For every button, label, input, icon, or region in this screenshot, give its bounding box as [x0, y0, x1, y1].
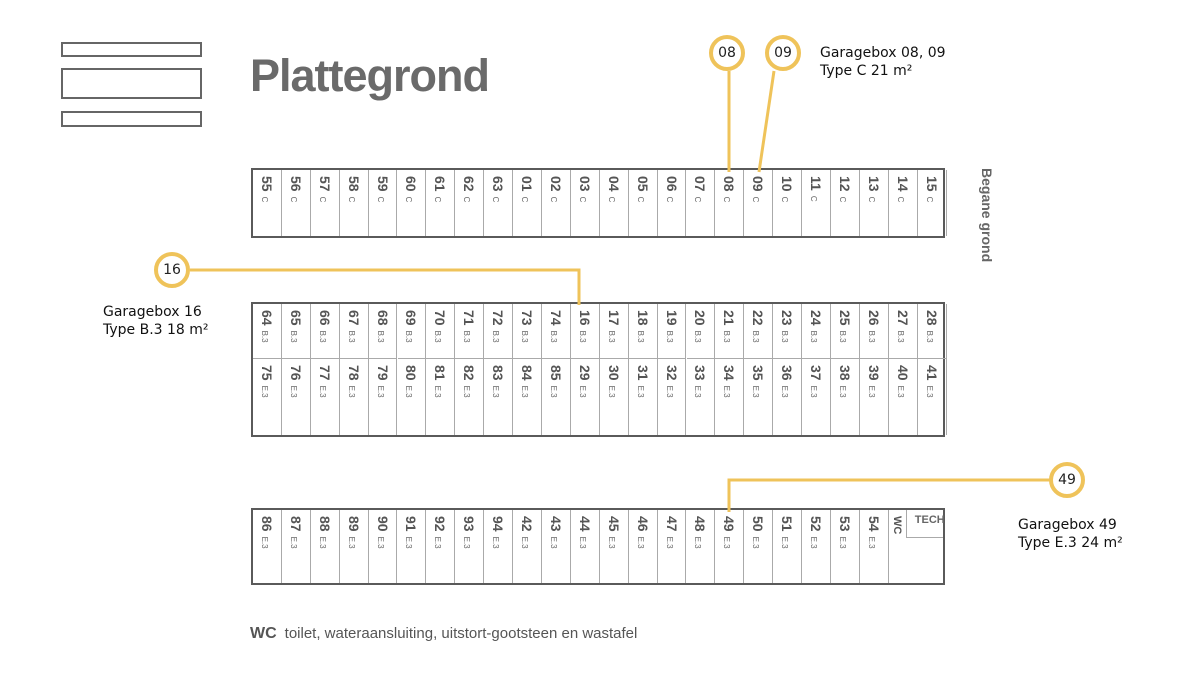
callout-08-09-name: Garagebox 08, 09	[820, 45, 946, 61]
garagebox-type: E.3	[375, 536, 385, 549]
garagebox-type: B.3	[895, 330, 905, 343]
garagebox-type: E.3	[491, 536, 501, 549]
garagebox-type: E.3	[837, 385, 847, 398]
garagebox-number: 13	[865, 176, 882, 192]
garagebox-number: 15	[923, 176, 940, 192]
garagebox-number: 62	[461, 176, 478, 192]
garagebox-number: 57	[316, 176, 333, 192]
garagebox-type: C	[462, 196, 472, 203]
garagebox-number: 56	[287, 176, 304, 192]
garagebox-number: 35	[750, 365, 767, 381]
garagebox-type: E.3	[606, 536, 616, 549]
garagebox-number: 18	[634, 310, 651, 326]
garagebox-number: 87	[287, 516, 304, 532]
garagebox-type: E.3	[462, 385, 472, 398]
garagebox-type: C	[491, 196, 501, 203]
garagebox-number: 37	[808, 365, 825, 381]
garagebox-type: C	[722, 196, 732, 203]
garagebox-type: E.3	[693, 385, 703, 398]
callout-49	[1018, 516, 1123, 552]
garagebox-type: B.3	[577, 330, 587, 343]
garagebox-number: 46	[634, 516, 651, 532]
garagebox-number: 03	[576, 176, 593, 192]
garagebox-number: 45	[605, 516, 622, 532]
garagebox-type: C	[548, 196, 558, 203]
garagebox-number: 77	[316, 365, 333, 381]
callout-49-name: Garagebox 49	[1018, 517, 1117, 533]
garagebox-number: 52	[808, 516, 825, 532]
garagebox-type: B.3	[491, 330, 501, 343]
garagebox-type: E.3	[751, 385, 761, 398]
callout-49-type: Type E.3 24 m²	[1018, 535, 1123, 551]
garagebox-type: E.3	[548, 385, 558, 398]
garagebox-type: E.3	[635, 536, 645, 549]
garagebox-type: E.3	[722, 536, 732, 549]
garagebox-type: E.3	[520, 385, 530, 398]
garagebox-number: 36	[779, 365, 796, 381]
garagebox-number: 29	[576, 365, 593, 381]
garagebox-number: 61	[432, 176, 449, 192]
garagebox-type: C	[606, 196, 616, 203]
leader-line-09	[759, 71, 774, 172]
garagebox-number: 10	[779, 176, 796, 192]
garagebox-type: E.3	[895, 385, 905, 398]
leader-line-16	[190, 270, 579, 305]
garagebox-number: 94	[490, 516, 507, 532]
garagebox-number: 32	[663, 365, 680, 381]
garagebox-number: 27	[894, 310, 911, 326]
marker-08[interactable]: 08	[709, 35, 745, 71]
garagebox-number: 59	[374, 176, 391, 192]
garagebox-number: 14	[894, 176, 911, 192]
garagebox-type: E.3	[577, 385, 587, 398]
garagebox-type: B.3	[317, 330, 327, 343]
garagebox-number: 04	[605, 176, 622, 192]
garagebox-type: B.3	[751, 330, 761, 343]
garagebox-number: 83	[490, 365, 507, 381]
garagebox-type: C	[866, 196, 876, 203]
garagebox-number: 73	[519, 310, 536, 326]
garagebox-type: E.3	[780, 536, 790, 549]
garagebox-type: B.3	[837, 330, 847, 343]
garagebox-type: C	[780, 196, 790, 203]
garagebox-number: 53	[836, 516, 853, 532]
garagebox-number: 41	[923, 365, 940, 381]
garagebox-type: B.3	[288, 330, 298, 343]
garagebox-number: 51	[779, 516, 796, 532]
garagebox-number: 39	[865, 365, 882, 381]
garagebox-type: E.3	[751, 536, 761, 549]
legend-text: toilet, wateraansluiting, uitstort-gootsteen en wastafel	[284, 625, 638, 642]
garagebox-number: 82	[461, 365, 478, 381]
garagebox-number: 54	[865, 516, 882, 532]
callout-16	[103, 303, 209, 339]
garagebox-type: E.3	[317, 385, 327, 398]
garagebox-type: C	[346, 196, 356, 203]
marker-16[interactable]: 16	[154, 252, 190, 288]
garagebox-type: B.3	[780, 330, 790, 343]
garagebox-type: E.3	[866, 536, 876, 549]
garagebox-type: E.3	[288, 385, 298, 398]
garagebox-type: B.3	[635, 330, 645, 343]
garagebox-number: 23	[779, 310, 796, 326]
garagebox-number: 84	[519, 365, 536, 381]
garagebox-number: 80	[403, 365, 420, 381]
garagebox-number: 48	[692, 516, 709, 532]
garagebox-number: 79	[374, 365, 391, 381]
garagebox-type: E.3	[664, 536, 674, 549]
garagebox-type: C	[693, 196, 703, 203]
garagebox-type: C	[751, 196, 761, 203]
garagebox-number: 26	[865, 310, 882, 326]
garagebox-type: C	[577, 196, 587, 203]
garagebox-number: 66	[316, 310, 333, 326]
garagebox-type: E.3	[722, 385, 732, 398]
garagebox-number: 81	[432, 365, 449, 381]
garagebox-number: 19	[663, 310, 680, 326]
garagebox-number: 20	[692, 310, 709, 326]
garagebox-type: B.3	[520, 330, 530, 343]
garagebox-number: 42	[519, 516, 536, 532]
garagebox-number: 85	[547, 365, 564, 381]
garagebox-number: 07	[692, 176, 709, 192]
garagebox-type: B.3	[693, 330, 703, 343]
garagebox-type: C	[375, 196, 385, 203]
garagebox-type: B.3	[924, 330, 934, 343]
wc-label: WC	[891, 516, 904, 535]
garagebox-type: B.3	[346, 330, 356, 343]
garagebox-number: 11	[808, 176, 825, 191]
garagebox-type: B.3	[809, 330, 819, 343]
garagebox-type: C	[809, 195, 819, 202]
garagebox-type: E.3	[491, 385, 501, 398]
garagebox-type: E.3	[809, 385, 819, 398]
garagebox-number: 28	[923, 310, 940, 326]
garagebox-number: 65	[287, 310, 304, 326]
garagebox-type: E.3	[404, 385, 414, 398]
garagebox-number: 70	[432, 310, 449, 326]
garagebox-type: B.3	[433, 330, 443, 343]
leader-line-49	[729, 480, 1050, 512]
garagebox-type: C	[664, 196, 674, 203]
garagebox-type: E.3	[809, 536, 819, 549]
garagebox-type: C	[520, 196, 530, 203]
garagebox-number: 24	[808, 310, 825, 326]
garagebox-number: 58	[345, 176, 362, 192]
garagebox-number: 43	[547, 516, 564, 532]
garagebox-number: 22	[750, 310, 767, 326]
garagebox-number: 08	[721, 176, 738, 192]
garagebox-type: E.3	[288, 536, 298, 549]
garagebox-type: B.3	[866, 330, 876, 343]
garagebox-number: 60	[403, 176, 420, 192]
garagebox-number: 02	[547, 176, 564, 192]
garagebox-type: E.3	[375, 385, 385, 398]
garagebox-type: B.3	[606, 330, 616, 343]
tech-cell[interactable]: TECH	[907, 510, 943, 538]
garagebox-type: B.3	[375, 330, 385, 343]
garagebox-number: 86	[258, 516, 275, 532]
garagebox-number: 63	[490, 176, 507, 192]
garagebox-type: C	[924, 196, 934, 203]
garagebox-type: C	[635, 196, 645, 203]
garagebox-type: C	[837, 196, 847, 203]
marker-49[interactable]: 49	[1049, 462, 1085, 498]
garagebox-number: 34	[721, 365, 738, 381]
floor-label: Begane grond	[979, 168, 995, 263]
garagebox-number: 90	[374, 516, 391, 532]
garagebox-number: 50	[750, 516, 767, 532]
garagebox-number: 06	[663, 176, 680, 192]
garagebox-type: C	[288, 196, 298, 203]
garagebox-type: E.3	[780, 385, 790, 398]
garagebox-number: 64	[258, 310, 275, 326]
garagebox-type: E.3	[259, 385, 269, 398]
garagebox-number: 92	[432, 516, 449, 532]
garagebox-type: B.3	[548, 330, 558, 343]
legend-key: WC	[250, 625, 277, 642]
garagebox-type: B.3	[462, 330, 472, 343]
garagebox-type: E.3	[548, 536, 558, 549]
garagebox-number: 30	[605, 365, 622, 381]
garagebox-type: C	[433, 196, 443, 203]
garagebox-number: 16	[576, 310, 593, 326]
garagebox-number: 12	[836, 176, 853, 192]
garagebox-type: E.3	[520, 536, 530, 549]
garagebox-type: E.3	[577, 536, 587, 549]
garagebox-type: E.3	[317, 536, 327, 549]
garagebox-type: E.3	[635, 385, 645, 398]
garagebox-number: 05	[634, 176, 651, 192]
garagebox-number: 75	[258, 365, 275, 381]
garagebox-type: C	[895, 196, 905, 203]
garagebox-type: E.3	[404, 536, 414, 549]
garagebox-number: 91	[403, 516, 420, 532]
garagebox-type: B.3	[259, 330, 269, 343]
garagebox-type: C	[259, 196, 269, 203]
garagebox-number: 89	[345, 516, 362, 532]
garagebox-number: 93	[461, 516, 478, 532]
callout-08-09-type: Type C 21 m²	[820, 63, 913, 79]
garagebox-number: 78	[345, 365, 362, 381]
garagebox-number: 72	[490, 310, 507, 326]
garagebox-type: E.3	[346, 536, 356, 549]
garagebox-number: 33	[692, 365, 709, 381]
garagebox-number: 55	[258, 176, 275, 192]
garagebox-type: E.3	[924, 385, 934, 398]
garagebox-number: 76	[287, 365, 304, 381]
garagebox-type: E.3	[606, 385, 616, 398]
callout-08-09	[820, 44, 946, 80]
garagebox-number: 38	[836, 365, 853, 381]
garagebox-number: 44	[576, 516, 593, 532]
garagebox-number: 49	[721, 516, 738, 532]
garagebox-number: 74	[547, 310, 564, 326]
garagebox-type: E.3	[462, 536, 472, 549]
garagebox-number: 01	[519, 176, 536, 192]
garagebox-type: E.3	[433, 385, 443, 398]
garagebox-type: B.3	[664, 330, 674, 343]
garagebox-number: 40	[894, 365, 911, 381]
garagebox-number: 69	[403, 310, 420, 326]
garagebox-type: E.3	[866, 385, 876, 398]
garagebox-type: E.3	[346, 385, 356, 398]
garagebox-number: 31	[634, 365, 651, 381]
garagebox-type: B.3	[404, 330, 414, 343]
garagebox-type: E.3	[433, 536, 443, 549]
garagebox-number: 67	[345, 310, 362, 326]
garagebox-number: 47	[663, 516, 680, 532]
garagebox-type: E.3	[259, 536, 269, 549]
garagebox-number: 21	[721, 310, 738, 326]
garagebox-number: 17	[605, 310, 622, 326]
callout-16-type: Type B.3 18 m²	[103, 322, 209, 338]
garagebox-type: C	[317, 196, 327, 203]
garagebox-number: 25	[836, 310, 853, 326]
garagebox-type: C	[404, 196, 414, 203]
garagebox-number: 88	[316, 516, 333, 532]
garagebox-number: 68	[374, 310, 391, 326]
marker-09[interactable]: 09	[765, 35, 801, 71]
garagebox-number: 71	[461, 310, 478, 326]
garagebox-type: B.3	[722, 330, 732, 343]
page-title: Plattegrond	[250, 50, 490, 101]
callout-16-name: Garagebox 16	[103, 304, 202, 320]
garagebox-type: E.3	[837, 536, 847, 549]
garagebox-type: E.3	[693, 536, 703, 549]
legend	[250, 625, 637, 643]
garagebox-type: E.3	[664, 385, 674, 398]
garagebox-number: 09	[750, 176, 767, 192]
